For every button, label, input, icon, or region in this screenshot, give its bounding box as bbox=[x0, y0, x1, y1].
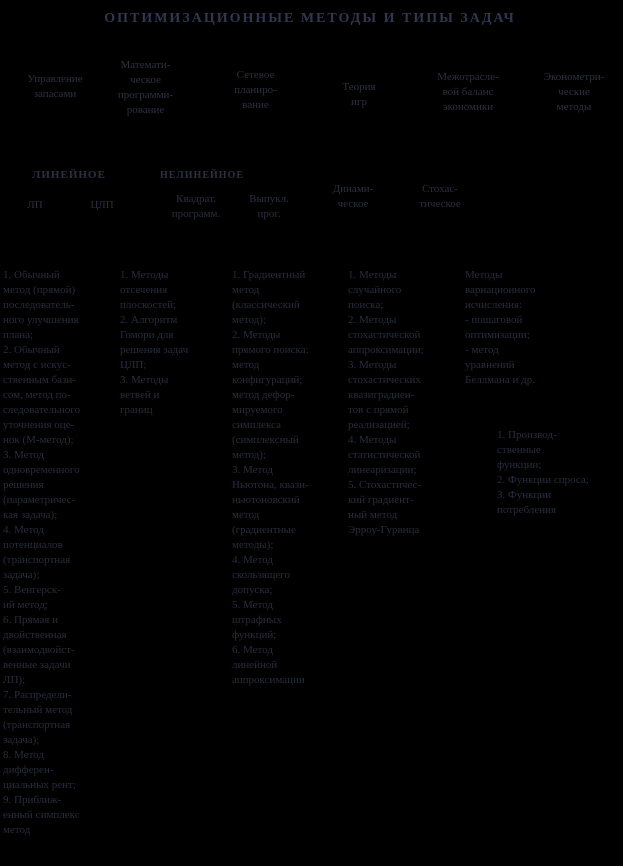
category-inventory-management: Управление запасами bbox=[27, 73, 83, 100]
tier-linear-header: ЛИНЕЙНОЕ bbox=[32, 169, 106, 181]
list-linear-programming-methods: 1. Обычный метод (прямой) последователь- ного улучшения плана; 2. Обычный метод с искус- ственным бази- сом, метод по- следовательного уточнения оце- нок (М-метод); 3. Метод одновременного решения (параметричес- кая задача); 4. Метод потенциалов (транспортная задача); 5. Венгерск- ий метод; 6. Прямая и двойственная (взаимодвойст- венные задачи ЛП); 7. Распредели- тельный метод (транспортная задача); 8. Метод дифферен- циальных рент; 9. Приближ- енный симплекс метод bbox=[3, 269, 81, 836]
tier-nonlinear-header: НЕЛИНЕЙНОЕ bbox=[160, 170, 244, 181]
diagram-title: ОПТИМИЗАЦИОННЫЕ МЕТОДЫ И ТИПЫ ЗАДАЧ bbox=[104, 11, 516, 26]
category-network-planning: Сетевое планиро- вание bbox=[234, 69, 277, 111]
tier-ilp-label: ЦЛП bbox=[90, 199, 114, 211]
tier-quadratic-programming: Квадрат. программ. bbox=[171, 193, 221, 220]
list-stochastic-programming-methods: 1. Методы случайного поиска; 2. Методы стохастической аппроксимации; 3. Методы стохастических квазиградиен- тов с прямой реализацией; 4. Методы статистической линеаризации; 5. Стохастичес- кий градиент- ный метод Эрроу-Гурвица bbox=[348, 269, 424, 536]
category-game-theory: Теория игр bbox=[342, 81, 376, 108]
tier-lp-label: ЛП bbox=[27, 199, 43, 211]
list-dynamic-programming-methods: Методы вариационного исчисления: - пошаговой оптимизации; - метод уравнений Беллмана и др. bbox=[465, 269, 536, 386]
list-nonlinear-programming-methods: 1. Градиентный метод (классический метод); 2. Методы прямого поиска: метод конфигураций; метод дефор- мируемого симплекса (симплексный метод); 3. Метод Ньютона, квази- ньютоновский метод (градиентные методы); 4. Метод скользящего допуска; 5. Метод штрафных функций; 6. Метод линейной аппроксимации bbox=[232, 269, 309, 686]
list-econometric-functions: 1. Производ- ственные функции; 2. Функции спроса; 3. Функции потребления bbox=[497, 429, 589, 516]
category-mathematical-programming: Математи- ческое программи- рование bbox=[117, 59, 174, 116]
category-econometric-methods: Эконометри- ческие методы bbox=[543, 71, 605, 113]
list-integer-programming-methods: 1. Методы отсечения плоскостей; 2. Алгоритм Гомори для решения задач ЦЛП; 3. Методы ветвей и границ bbox=[120, 269, 189, 416]
tier-stochastic-programming: Стохас- тическое bbox=[419, 183, 461, 210]
tier-dynamic-programming: Динами- ческое bbox=[332, 183, 374, 210]
tier-convex-programming: Выпукл. прог. bbox=[249, 193, 289, 220]
category-interindustry-balance: Межотрасле- вой баланс экономики bbox=[437, 71, 499, 113]
